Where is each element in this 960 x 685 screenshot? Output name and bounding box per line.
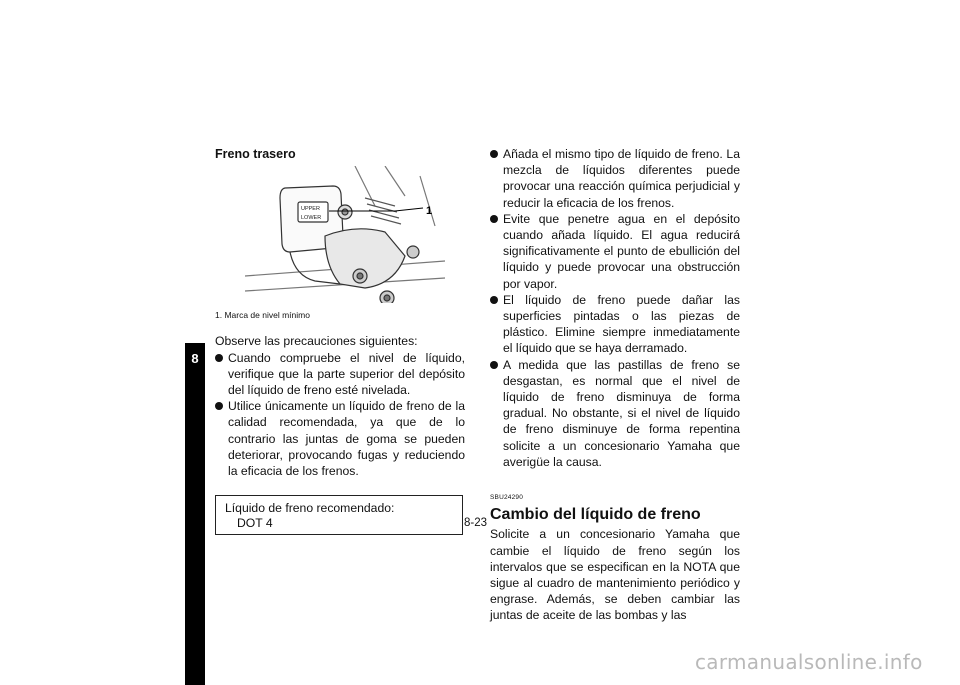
- reference-code: SBU24290: [490, 494, 524, 502]
- right-bullet-list: [490, 146, 740, 470]
- brake-reservoir-illustration: [245, 166, 445, 303]
- watermark: carmanualsonline.info: [695, 650, 923, 674]
- left-column: [215, 146, 465, 535]
- callout-number: 1: [426, 205, 433, 218]
- recommended-fluid-box: [215, 495, 463, 535]
- section-heading: Cambio del líquido de freno: [490, 506, 701, 524]
- list-item: A medida que las pastillas de freno se desgastan, es normal que el nivel de líquido de freno disminuya de forma gradual. No obstante, si el nivel de líquido de freno disminuye de forma repentina solicite a un concesionario Yamaha que averigüe la causa.: [490, 357, 740, 470]
- list-item: Utilice únicamente un líquido de freno de la calidad recomendada, ya que de lo contrario las juntas de goma se pueden deteriorar, provocando fugas y reduciendo la eficacia de los frenos.: [215, 398, 465, 479]
- figure-caption: 1. Marca de nivel mínimo: [215, 310, 310, 321]
- left-bullet-list: [215, 350, 465, 480]
- list-item: Cuando compruebe el nivel de líquido, verifique que la parte superior del depósito del líquido de freno esté nivelada.: [215, 350, 465, 399]
- lower-mark-label: LOWER: [301, 215, 322, 222]
- list-item: El líquido de freno puede dañar las superficies pintadas o las piezas de plástico. Elimine siempre inmediatamente el líquido que se haya derramado.: [490, 292, 740, 357]
- chapter-number: 8: [191, 351, 199, 366]
- body-paragraph: Solicite a un concesionario Yamaha que cambie el líquido de freno según los intervalos que se especifican en la NOTA que sigue al cuadro de mantenimiento periódico y engrase. Además, se deben cambiar las juntas de aceite de las bombas y las: [490, 527, 740, 623]
- right-column: [490, 146, 740, 624]
- chapter-tab: [185, 343, 205, 685]
- list-item: Añada el mismo tipo de líquido de freno. La mezcla de líquidos diferentes puede provocar una reacción química perjudicial y reducir la eficacia de los frenos.: [490, 146, 740, 211]
- spec-value: DOT 4: [237, 516, 273, 531]
- list-item: Evite que penetre agua en el depósito cuando añada líquido. El agua reducirá significativamente el punto de ebullición del líquido y puede provocar una obstrucción por vapor.: [490, 211, 740, 292]
- brake-reservoir-figure: [245, 166, 445, 303]
- spec-label: Líquido de freno recomendado:: [225, 501, 395, 516]
- upper-mark-label: UPPER: [301, 206, 320, 213]
- page-number: 8-23: [464, 517, 488, 529]
- section-title: Freno trasero: [215, 147, 296, 161]
- precautions-intro: Observe las precauciones siguientes:: [215, 334, 418, 349]
